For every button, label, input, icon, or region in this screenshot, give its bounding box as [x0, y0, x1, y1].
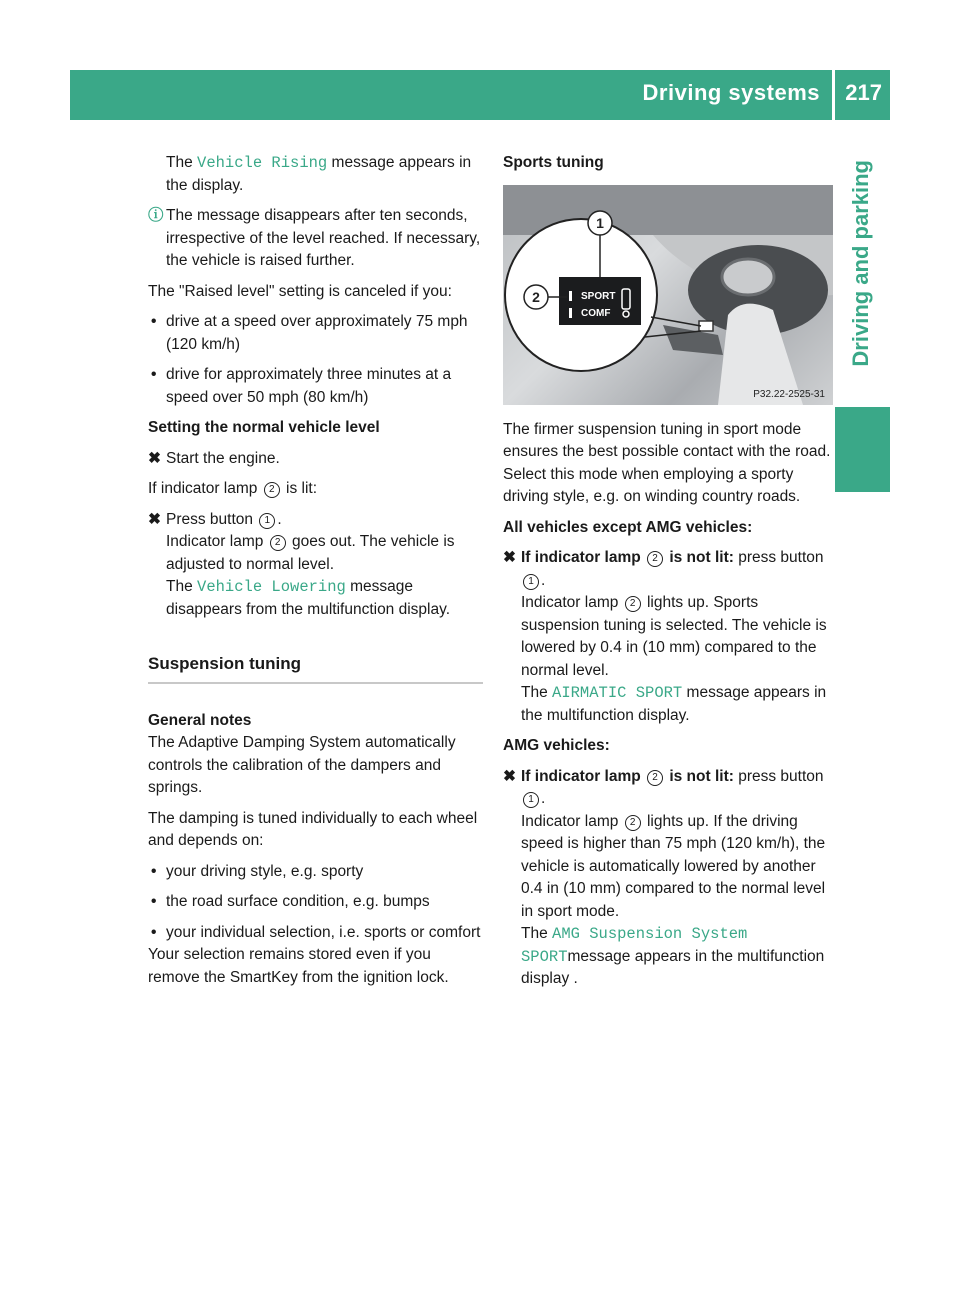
- spacer: [148, 470, 483, 478]
- spacer: [503, 509, 833, 517]
- spacer: [148, 914, 483, 922]
- display-message: Vehicle Lowering: [197, 578, 346, 596]
- spacer: [148, 356, 483, 364]
- side-tab-label: Driving and parking: [848, 160, 873, 367]
- spacer: [148, 501, 483, 509]
- spacer: [148, 853, 483, 861]
- left-column: [148, 152, 483, 989]
- step-arrow-icon: ✖: [148, 449, 161, 467]
- callout-2-icon: 2: [647, 770, 663, 786]
- callout-2: 2: [532, 288, 540, 305]
- general-paragraph: The Adaptive Damping System automatically controls the calibration of the dampers and springs.: [148, 734, 456, 796]
- text: Start the engine.: [166, 449, 280, 467]
- amg-heading: AMG vehicles:: [503, 737, 610, 754]
- display-message: AIRMATIC SPORT: [552, 684, 683, 702]
- spacer: [503, 758, 833, 766]
- general-paragraph: Your selection remains stored even if you remove the SmartKey from the ignition lock.: [148, 946, 449, 986]
- callout-1-icon: 1: [523, 574, 539, 590]
- spacer: [503, 727, 833, 735]
- text: The: [166, 154, 198, 171]
- text: .: [541, 571, 546, 589]
- sport-label: SPORT: [581, 290, 616, 302]
- cancel-intro: The "Raised level" setting is canceled if you:: [148, 282, 452, 300]
- right-column: [503, 152, 833, 991]
- text: is not lit:: [665, 767, 734, 785]
- text: message appears in the multifunction display.: [521, 684, 827, 724]
- text: If indicator lamp: [148, 480, 262, 497]
- normal-level-heading: Setting the normal vehicle level: [148, 419, 380, 436]
- side-tab-marker: [835, 407, 890, 492]
- callout-1: 1: [596, 214, 604, 231]
- text: The: [166, 578, 198, 595]
- sports-tuning-heading: Sports tuning: [503, 154, 604, 171]
- sports-intro: The firmer suspension tuning in sport mode ensures the best possible contact with the road. Select this mode when employing a sporty driving style, e.g. on winding country roads.: [503, 420, 831, 505]
- text: .: [541, 790, 546, 807]
- text: Indicator lamp: [521, 812, 623, 830]
- text: lights up. Sports suspension tuning is selected. The vehicle is lowered by 0.4 in (10 mm) compared to the normal level.: [521, 594, 827, 679]
- spacer: [148, 273, 483, 281]
- text: Press button: [166, 510, 258, 528]
- info-icon: ⓘ: [148, 207, 164, 224]
- list-item: • drive at a speed over approximately 75 mph (120 km/h): [148, 311, 483, 356]
- info-text: The message disappears after ten seconds, irrespective of the level reached. If necessary, the vehicle is raised further.: [166, 207, 481, 269]
- text: goes out. The vehicle is adjusted to normal level.: [166, 533, 455, 573]
- spacer: [148, 409, 483, 417]
- text: press button: [733, 549, 824, 566]
- display-message: SPORT: [521, 947, 568, 966]
- controller-illustration: [503, 185, 833, 405]
- step-all-vehicles: [503, 547, 833, 727]
- text: message appears in the display.: [166, 154, 472, 194]
- vehicle-rising-paragraph: [148, 152, 483, 197]
- step-arrow-icon: ✖: [503, 767, 516, 785]
- spacer: [148, 197, 483, 205]
- text: The: [521, 684, 553, 701]
- spacer: [503, 539, 833, 547]
- list-item: • your driving style, e.g. sporty: [148, 861, 483, 884]
- if-lamp-lit: [148, 478, 483, 501]
- text: message disappears from the multifunction display.: [166, 578, 451, 618]
- all-vehicles-heading: All vehicles except AMG vehicles:: [503, 518, 753, 536]
- figure-code: P32.22-2525-31: [753, 388, 825, 400]
- header-title: Driving systems: [642, 80, 820, 105]
- general-paragraph: The damping is tuned individually to each wheel and depends on:: [148, 809, 478, 849]
- spacer: [148, 702, 483, 710]
- text: lights up. If the driving speed is higher than 75 mph (120 km/h), the vehicle is automatically lowered by another 0.4 in (10 mm) compared to the normal level in sport mode.: [521, 812, 826, 920]
- side-tab-label-wrap: [846, 160, 876, 410]
- step-arrow-icon: ✖: [503, 549, 516, 566]
- display-message: Vehicle Rising: [197, 154, 328, 172]
- info-note: [148, 205, 483, 273]
- text: Indicator lamp: [521, 594, 623, 611]
- comf-label: COMF: [581, 307, 611, 319]
- controller-photo: [503, 185, 833, 405]
- spacer: [148, 440, 483, 448]
- callout-2-icon: 2: [270, 535, 286, 551]
- callout-1-icon: 1: [259, 513, 275, 529]
- callout-2-icon: 2: [625, 596, 641, 612]
- list-item: • your individual selection, i.e. sports or comfort: [148, 922, 483, 945]
- callout-2-icon: 2: [647, 551, 663, 567]
- spacer: [148, 800, 483, 808]
- callout-2-icon: 2: [625, 815, 641, 831]
- text: press button: [733, 767, 824, 785]
- text: Indicator lamp: [166, 533, 268, 550]
- section-title: Suspension tuning: [148, 653, 483, 684]
- display-message: AMG Suspension System: [552, 925, 748, 943]
- spacer: [148, 883, 483, 891]
- text: is not lit:: [665, 549, 734, 566]
- callout-2-icon: 2: [264, 482, 280, 498]
- general-notes-heading: General notes: [148, 711, 252, 729]
- text: If indicator lamp: [521, 767, 646, 785]
- text: The: [521, 925, 553, 942]
- text: is lit:: [281, 480, 318, 497]
- step-start-engine: [148, 448, 483, 471]
- spacer: [148, 303, 483, 311]
- step-amg: [503, 766, 833, 991]
- text: message appears in the multifunction display .: [521, 947, 825, 987]
- spacer: [148, 621, 483, 643]
- callout-1-icon: 1: [523, 792, 539, 808]
- text: If indicator lamp: [521, 549, 646, 566]
- list-item: • drive for approximately three minutes at a speed over 50 mph (80 km/h): [148, 364, 483, 409]
- text: .: [277, 510, 282, 528]
- step-press-button: [148, 509, 483, 622]
- header-bar: [70, 70, 890, 120]
- header-divider: [832, 70, 835, 120]
- list-item: • the road surface condition, e.g. bumps: [148, 891, 483, 914]
- step-arrow-icon: ✖: [148, 510, 161, 528]
- page-number: 217: [845, 80, 882, 105]
